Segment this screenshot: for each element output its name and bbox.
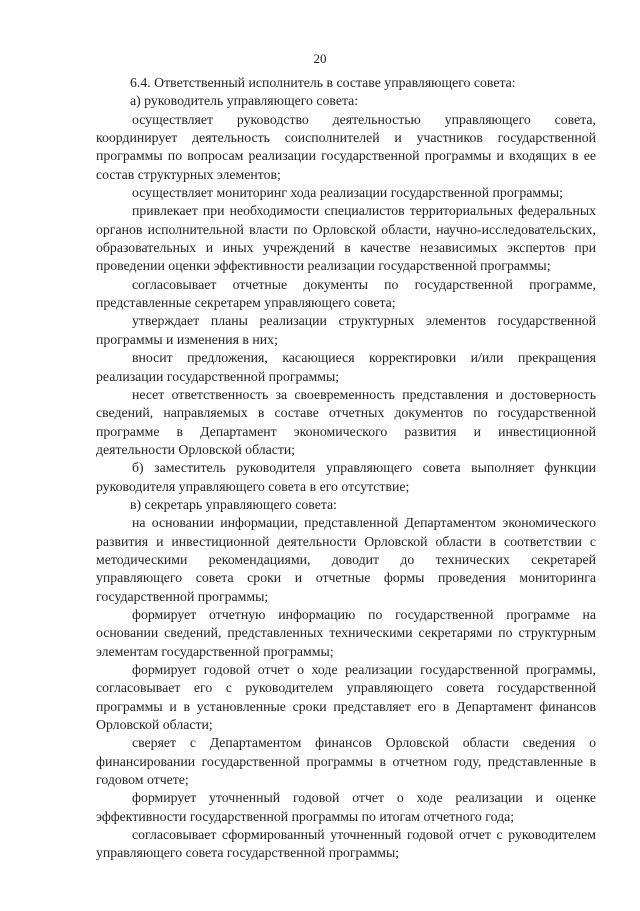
paragraph: формирует отчетную информацию по государственной программе на основании сведений, представленных техническими секретарями по структурным элементам государственной программы;	[96, 606, 596, 659]
page-number: 20	[313, 51, 327, 66]
paragraph: привлекает при необходимости специалистов территориальных федеральных органов исполнительной власти по Орловской области, научно-исследовательских, образовательных и иных учреждений в качестве независимых экспертов при проведении оценки эффективности реализации государственной программы;	[96, 203, 596, 274]
paragraph: осуществляет мониторинг хода реализации государственной программы;	[132, 185, 563, 201]
document-body	[96, 74, 596, 863]
paragraph: вносит предложения, касающиеся корректировки и/или прекращения реализации государственной программы;	[96, 350, 596, 384]
subsection-heading: в) секретарь управляющего совета:	[130, 496, 337, 512]
paragraph: согласовывает отчетные документы по государственной программе, представленные секретарем управляющего совета;	[96, 276, 596, 311]
section-heading: 6.4. Ответственный исполнитель в составе управляющего совета:	[130, 75, 516, 90]
paragraph: согласовывает сформированный уточненный годовой отчет с руководителем управляющего совета государственной программы;	[96, 827, 596, 861]
paragraph: сверяет с Департаментом финансов Орловской области сведения о финансировании государственной программы в отчетном году, представленные в годовом отчете;	[96, 735, 596, 788]
paragraph: формирует годовой отчет о ходе реализации государственной программы, согласовывает его с руководителем управляющего совета государственной программы и в установленные сроки представляет его в Департамент финансов Орловской области;	[96, 662, 596, 733]
subsection-heading: а) руководитель управляющего совета:	[130, 93, 359, 109]
paragraph: формирует уточненный годовой отчет о ходе реализации и оценке эффективности государственной программы по итогам отчетного года;	[96, 790, 596, 824]
paragraph: утверждает планы реализации структурных элементов государственной программы и изменения в них;	[96, 313, 596, 347]
paragraph: осуществляет руководство деятельностью управляющего совета, координирует деятельность соисполнителей и участников государственной программы по вопросам реализации государственной программы и входящих в ее состав структурных элементов;	[96, 111, 596, 182]
paragraph: на основании информации, представленной Департаментом экономического развития и инвестиционной деятельности Орловской области в соответствии с методическими рекомендациями, доводит до технических секретарей управляющего совета сроки и отчетные формы проведения мониторинга государственной программы;	[96, 515, 596, 604]
paragraph: несет ответственность за своевременность представления и достоверность сведений, направляемых в составе отчетных документов по государственной программе в Департамент экономического развития и инвестиционной деятельности Орловской области;	[96, 386, 596, 457]
paragraph: б) заместитель руководителя управляющего совета выполняет функции руководителя управляющего совета в его отсутствие;	[96, 460, 596, 494]
